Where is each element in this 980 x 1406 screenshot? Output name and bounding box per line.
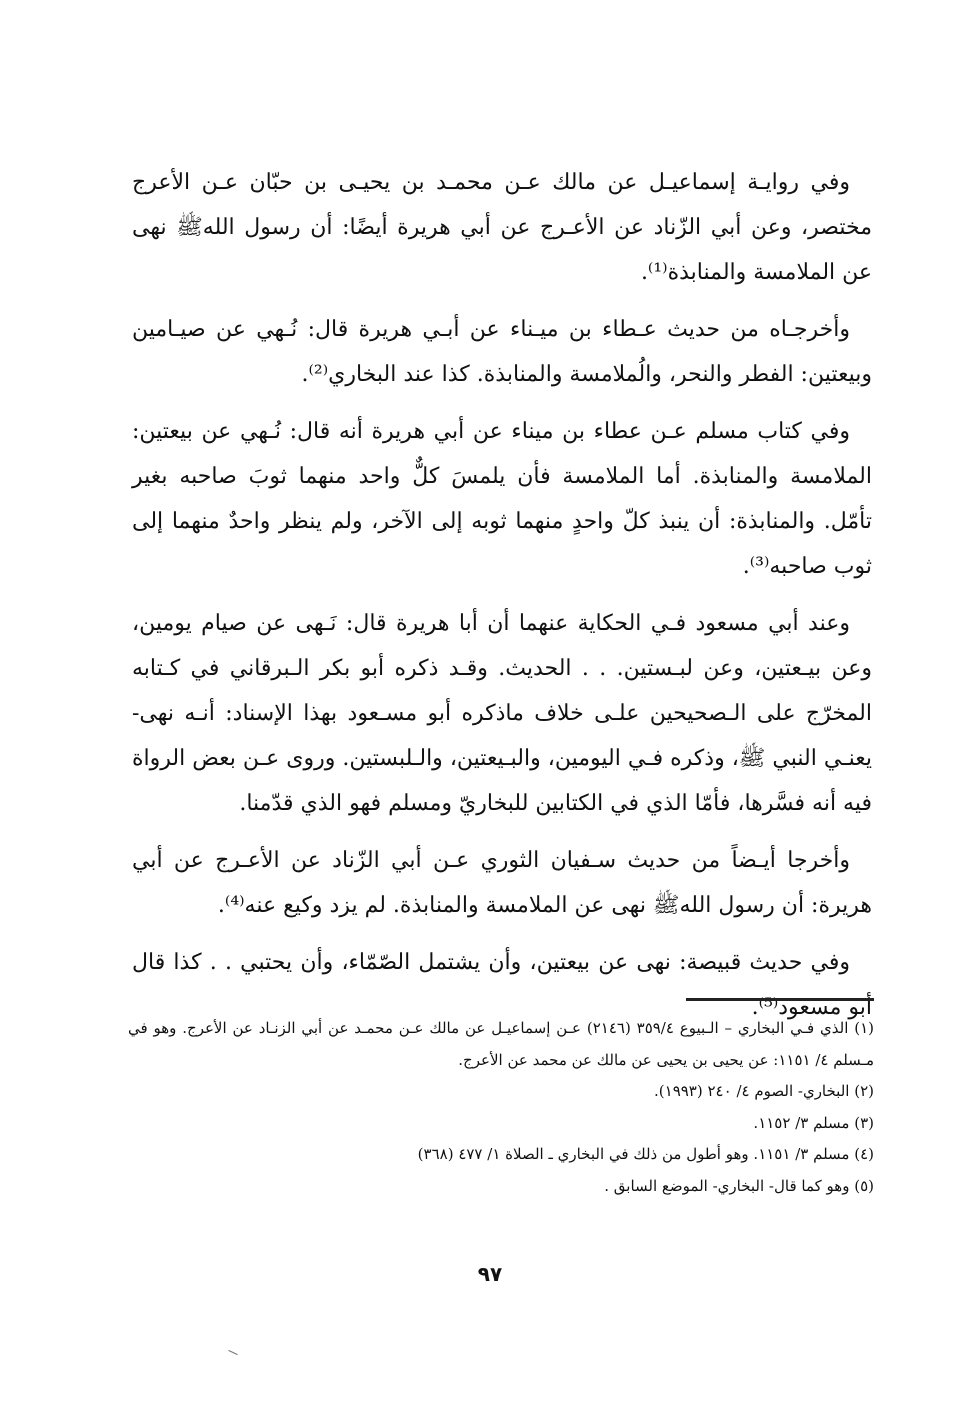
paragraph-4: وعند أبي مسعود فـي الحكاية عنهما أن أبا هريرة قال: نَـهى عن صيام يومين، وعن بيـعتين، وعن لبـستين. . . الحديث. وقـد ذكره أبو بكر الـبرقاني في كـتابه المخرّج على الـصحيحين علـى خلاف ماذكره أبو مسـعود بهذا الإسناد: أنـه نهى- يعنـي النبي ﷺ، وذكره فـي اليومين، والبـيعتين، والـلبستين. وروى عـن بعض الرواة فيه أنه فسَّرها، فأمّا الذي في الكتابين للبخاريّ ومسلم فهو الذي قدّمنا. [132, 611, 872, 816]
paragraph-3: وفي كتاب مسلم عـن عطاء بن ميناء عن أبي هريرة أنه قال: نُـهي عن بيعتين: الملامسة والمنابذة. أما الملامسة فأن يلمسَ كلٌّ واحد منهما ثوبَ صاحبه بغير تأمّل. والمنابذة: أن ينبذ كلّ واحدٍ منهما ثوبه إلى الآخر، ولم ينظر واحدٌ منهما إلى ثوب صاحبه⁽³⁾. [132, 419, 872, 579]
main-text [132, 160, 872, 1030]
scan-speck [228, 1350, 237, 1355]
paragraph-5: وأخرجا أيـضاً من حديث سـفيان الثوري عـن أبي الزّناد عن الأعـرج عن أبي هريرة: أن رسول اللهﷺ نهى عن الملامسة والمنابذة. لم يزد وكيع عنه⁽⁴⁾. [132, 848, 872, 918]
footnote-3: (٣) مسلم ٣/ ١١٥٢. [753, 1113, 874, 1132]
paragraph-2: وأخرجـاه من حديث عـطاء بن ميـناء عن أبـي هريرة قال: نُـهي عن صيـامين وبيعتين: الفطر والنحر، والُملامسة والمنابذة. كذا عند البخاري⁽²⁾. [132, 317, 872, 387]
footnote-separator [686, 998, 874, 1001]
footnotes [128, 1013, 874, 1202]
footnote-2: (٢) البخاري- الصوم ٤/ ٢٤٠ (١٩٩٣). [654, 1082, 874, 1100]
page-number: ٩٧ [477, 1262, 503, 1286]
footnote-5: (٥) وهو كما قال- البخاري- الموضع السابق . [604, 1176, 874, 1195]
paragraph-1: وفي روايـة إسماعيـل عن مالك عـن محمـد بن يحيـى بن حبّان عـن الأعرج مختصر، وعن أبي الزّناد عن الأعـرج عن أبي هريرة أيضًا: أن رسول اللهﷺ نهى عن الملامسة والمنابذة⁽¹⁾. [132, 170, 872, 285]
paragraph-6: وفي حديث قبيصة: نهى عن بيعتين، وأن يشتمل الصّمّاء، وأن يحتبي . . كذا قال أبو مسعود⁽⁵⁾. [132, 950, 872, 1020]
footnote-1: (١) الذي فـي البخاري – الـبيوع ٣٥٩/٤ (٢١٤٦) عـن إسماعيـل عن مالك عـن محمـد عن أبي الزنـاد عن الأعرج. وهو في مـسلم ٤/ ١١٥١: عن يحيى بن يحيى عن مالك عن محمد عن الأعرج. [128, 1019, 875, 1069]
footnote-4: (٤) مسلم ٣/ ١١٥١. وهو أطول من ذلك في البخاري ـ الصلاة ١/ ٤٧٧ (٣٦٨) [417, 1145, 874, 1163]
